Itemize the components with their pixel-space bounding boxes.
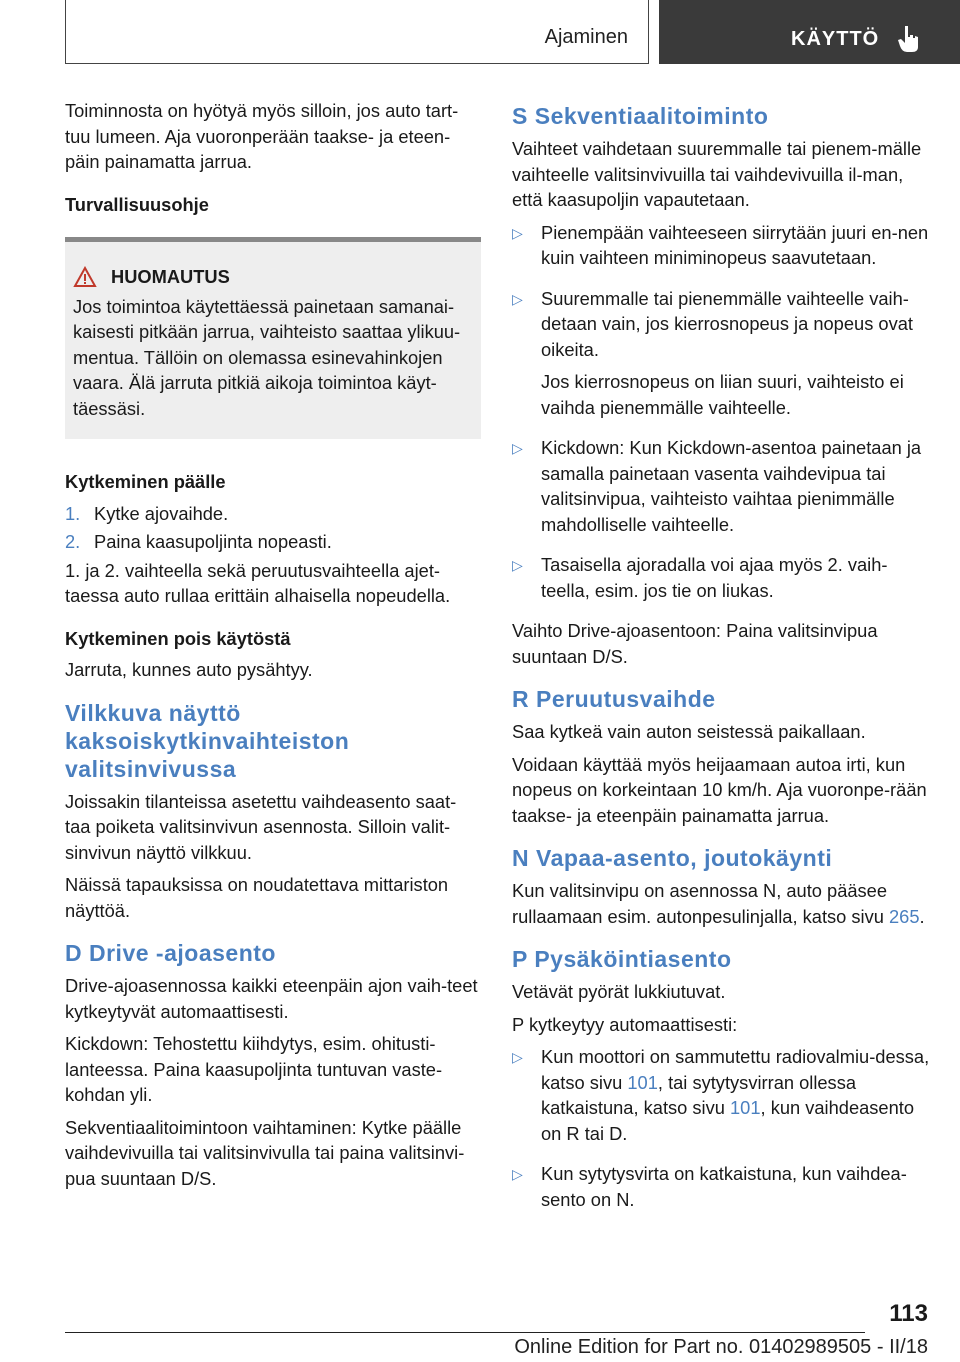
list-item — [512, 1161, 930, 1219]
bullet-extra: Jos kierrosnopeus on liian suuri, vaihteisto ei vaihda pienemmälle vaihteelle. — [541, 371, 904, 418]
blink-heading: Vilkkuva näyttö kaksoiskytkinvaihteiston valitsinvivussa — [65, 699, 350, 782]
header-section-title: Ajaminen — [544, 26, 628, 48]
warning-triangle-icon — [73, 266, 97, 288]
list-item — [512, 552, 930, 610]
drive-paragraph: Drive-ajoasennossa kaikki eteenpäin ajon vaih-teet kytkeytyvät automaattisesti. — [65, 975, 478, 1022]
list-item — [512, 220, 930, 278]
left-column — [65, 98, 481, 1198]
warning-title: HUOMAUTUS — [111, 266, 230, 287]
seq-paragraph: Vaihteet vaihdetaan suuremmalle tai pienem-mälle vaihteelle valitsinvivuilla tai vaihdevivuilla il-man, että kaasupoljin vapautetaan. — [512, 138, 922, 210]
steps-note: 1. ja 2. vaihteella sekä peruutusvaihteella ajet-taessa auto rullaa erittäin alhaisella nopeudella. — [65, 559, 451, 606]
on-heading: Kytkeminen päälle — [65, 471, 226, 492]
bullet-text: Kun sytytysvirta on katkaistuna, kun vaihdea-sento on N. — [541, 1163, 907, 1210]
safety-heading: Turvallisuusohje — [65, 193, 209, 215]
neutral-heading: N Vapaa-asento, joutokäynti — [512, 845, 833, 871]
intro-paragraph: Toiminnosta on hyötyä myös silloin, jos auto tart-tuu lumeen. Aja vuoronperään taakse- ja eteen-päin painamatta jarrua. — [65, 100, 459, 172]
bullet-text: Suuremmalle tai pienemmälle vaihteelle vaih-detaan vain, jos kierrosnopeus ja nopeus ovat oikeita. — [541, 287, 913, 360]
header-chapter-tab — [659, 0, 960, 64]
header-chapter-title: KÄYTTÖ — [791, 28, 880, 50]
drive-heading: D Drive -ajoasento — [65, 940, 276, 966]
neutral-paragraph: Kun valitsinvipu on asennossa N, auto pääsee rullaamaan esim. autonpesulinjalla, katso sivu 265. — [512, 880, 925, 927]
park-heading: P Pysäköintiasento — [512, 946, 732, 972]
bullet-triangle-icon: ▷ — [512, 290, 523, 307]
list-item — [65, 501, 481, 527]
page-link[interactable]: 265 — [889, 905, 920, 927]
list-item — [512, 435, 930, 544]
park-paragraph: P kytkeytyy automaattisesti: — [512, 1013, 738, 1035]
step-text: Paina kaasupoljinta nopeasti. — [94, 531, 332, 552]
header-section-tab — [65, 0, 649, 64]
rev-paragraph: Saa kytkeä vain auton seistessä paikallaan. — [512, 721, 866, 742]
drive-paragraph: Kickdown: Tehostettu kiihdytys, esim. ohitusti-lanteessa. Paina kaasupoljinta tuntuvan vaste-kohdan yli. — [65, 1033, 443, 1105]
drive-paragraph: Sekventiaalitoimintoon vaihtaminen: Kytke päälle vaihdevivuilla tai valitsinvivulla tai paina valitsinvi-pua suuntaan D/S. — [65, 1116, 465, 1189]
seq-heading: S Sekventiaalitoiminto — [512, 103, 769, 129]
bullet-triangle-icon: ▷ — [512, 1166, 523, 1182]
step-text: Kytke ajovaihde. — [94, 502, 229, 524]
list-item — [512, 286, 930, 428]
rev-heading: R Peruutusvaihde — [512, 686, 716, 712]
bullet-triangle-icon: ▷ — [512, 224, 523, 241]
footer-divider — [65, 1332, 865, 1333]
warning-box — [65, 237, 481, 439]
warning-text: Jos toimintoa käytettäessä painetaan samanai-kaisesti pitkään jarrua, vaihteisto saattaa ylikuu-mentua. Tällöin on olemassa esinevahinkojen vaara. Älä jarruta pitkiä aikoja toimintoa käyt-täessäsi. — [73, 295, 461, 419]
right-column — [512, 98, 930, 1227]
bullet-text: Tasaisella ajoradalla voi ajaa myös 2. vaih-teella, esim. jos tie on liukas. — [541, 554, 888, 601]
blink-paragraph: Joissakin tilanteissa asetettu vaihdeasento saat-taa poiketa valitsinvivun asennosta. Silloin valit-sinvivun näyttö vilkkuu. — [65, 790, 457, 863]
off-text: Jarruta, kunnes auto pysähtyy. — [65, 659, 313, 680]
bullet-triangle-icon: ▷ — [512, 1049, 523, 1065]
page-link[interactable]: 101 — [627, 1071, 658, 1093]
list-item: ▷ Kun moottori on sammutettu radiovalmiu-dessa, katso sivu 101, tai sytytysvirran ollessa katkaistuna, katso sivu 101, kun vaihdeasento on R tai D. — [512, 1044, 930, 1153]
bullet-text: Pienempään vaihteeseen siirrytään juuri en-nen kuin vaihteen miniminopeus saavutetaan. — [541, 221, 929, 268]
rev-paragraph: Voidaan käyttää myös heijaamaan autoa irti, kun nopeus on korkeintaan 10 km/h. Aja vuoronpe-rään taakse- ja eteenpäin painamatta jarrua. — [512, 753, 927, 826]
page-number: 113 — [889, 1300, 928, 1327]
step-number: 1. — [65, 502, 81, 524]
bullet-triangle-icon: ▷ — [512, 440, 523, 456]
footer-edition: Online Edition for Part no. 01402989505 - II/18 — [514, 1336, 928, 1358]
blink-paragraph: Näissä tapauksissa on noudatettava mittariston näyttöä. — [65, 874, 449, 921]
bullet-triangle-icon: ▷ — [512, 557, 523, 573]
hand-pointer-icon — [897, 24, 921, 54]
bullet-text: Kickdown: Kun Kickdown-asentoa painetaan ja samalla painetaan vasenta vaihdevipua tai valitsinvipua, vaihteisto vaihtaa pienimmälle mahdolliselle vaihteelle. — [541, 437, 922, 535]
page-link[interactable]: 101 — [730, 1097, 761, 1118]
seq-paragraph: Vaihto Drive-ajoasentoon: Paina valitsinvipua suuntaan D/S. — [512, 620, 878, 667]
park-paragraph: Vetävät pyörät lukkiutuvat. — [512, 981, 726, 1002]
step-number: 2. — [65, 531, 81, 552]
list-item — [65, 529, 481, 555]
off-heading: Kytkeminen pois käytöstä — [65, 627, 291, 649]
